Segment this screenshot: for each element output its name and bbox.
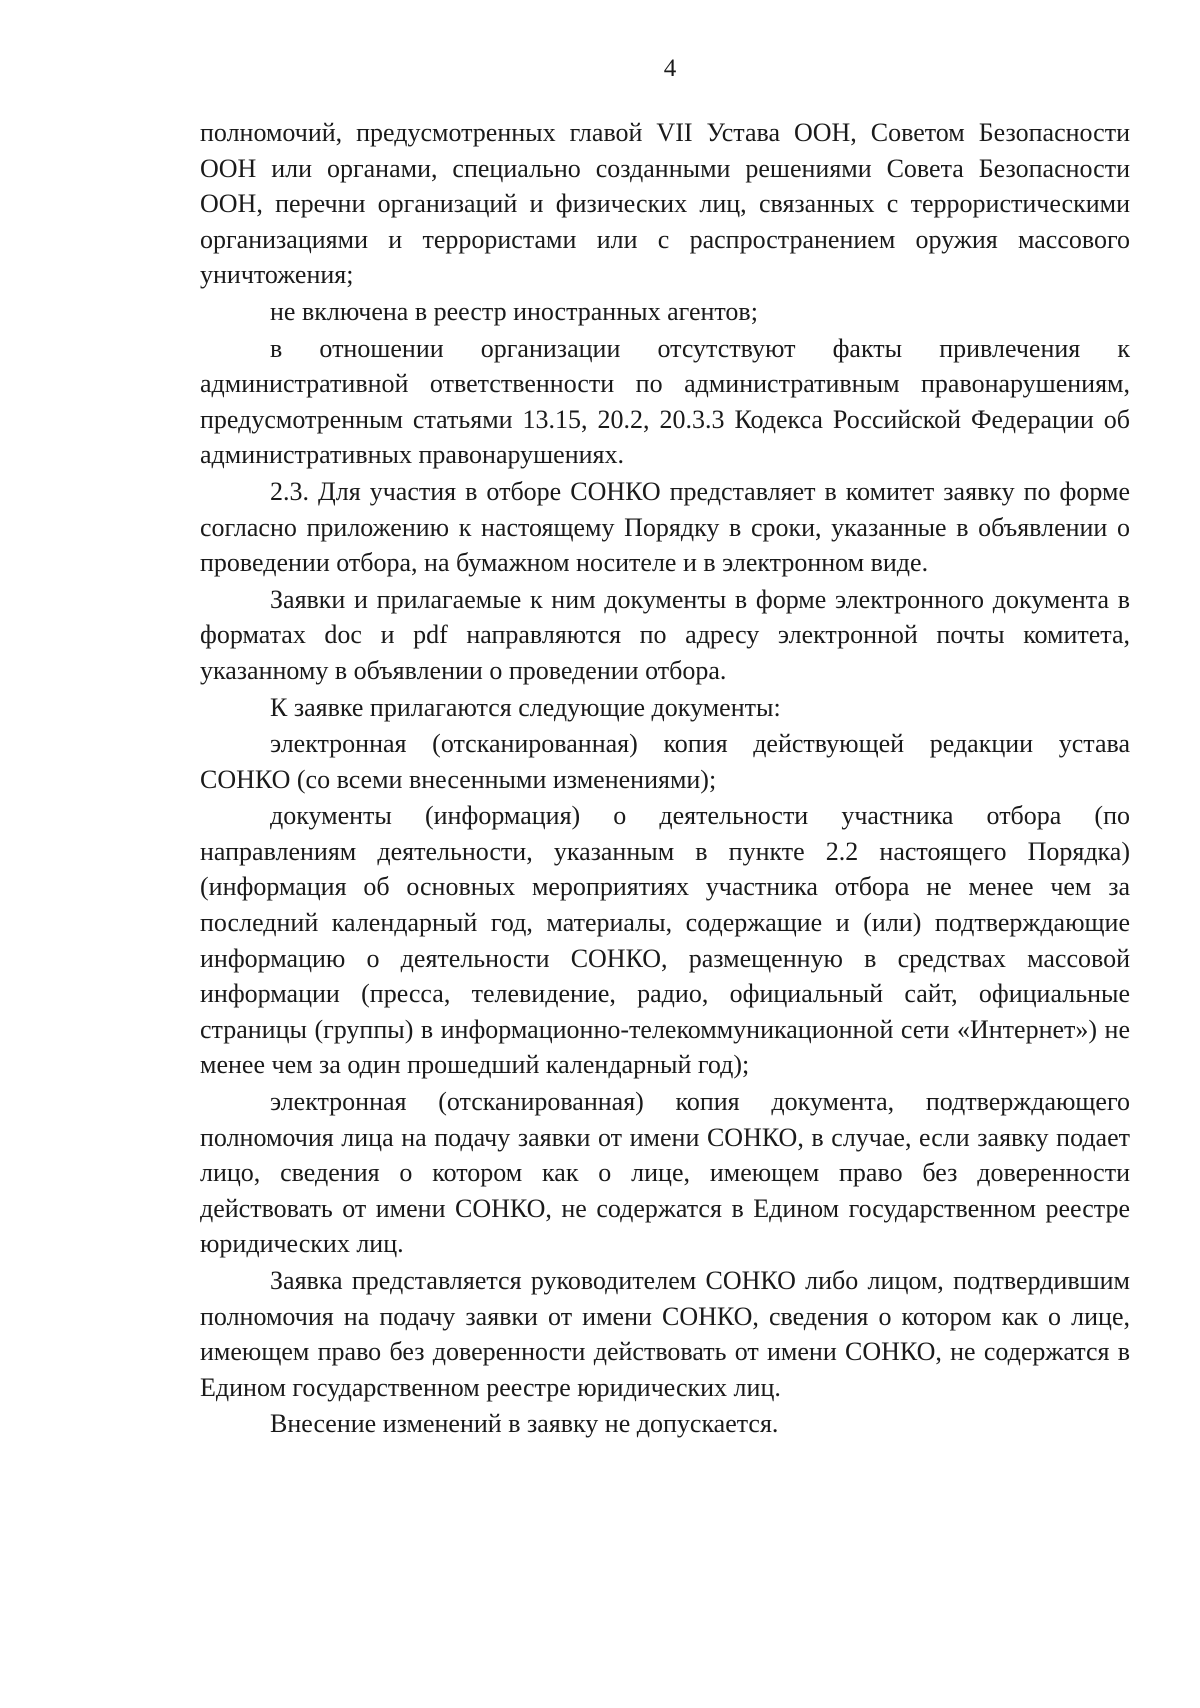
paragraph-authority-document: электронная (отсканированная) копия документа, подтверждающего полномочия лица на подачу заявки от имени СОНКО, в случае, если заявку подает лицо, сведения о котором как о лице, имеющем право без доверенности действовать от имени СОНКО, не содержатся в Едином государственном реестре юридических лиц. [200, 1087, 1130, 1259]
paragraph-administrative-liability: в отношении организации отсутствуют факты привлечения к административной ответственности по административным правонарушениям, предусмотренным статьями 13.15, 20.2, 20.3.3 Кодекса Российской Федерации об административных правонарушениях. [200, 333, 1130, 470]
paragraph-activity-documents: документы (информация) о деятельности участника отбора (по направлениям деятельности, указанным в пункте 2.2 настоящего Порядка) (информация об основных мероприятиях участника отбора не менее чем за последний календарный год, материалы, содержащие и (или) подтверждающие информацию о деятельности СОНКО, размещенную в средствах массовой информации (пресса, телевидение, радио, официальный сайт, официальные страницы (группы) в информационно-телекоммуникационной сети «Интернет») не менее чем за один прошедший календарный год); [200, 801, 1130, 1080]
document-body [200, 115, 1130, 1443]
page-number: 4 [663, 55, 677, 82]
paragraph-no-changes-allowed: Внесение изменений в заявку не допускается. [270, 1409, 779, 1439]
paragraph-charter-copy: электронная (отсканированная) копия действующей редакции устава СОНКО (со всеми внесенными изменениями); [200, 729, 1130, 794]
paragraph-foreign-agents-registry: не включена в реестр иностранных агентов; [270, 296, 758, 326]
paragraph-attached-documents-intro: К заявке прилагаются следующие документы: [270, 692, 781, 722]
paragraph-electronic-submission: Заявки и прилагаемые к ним документы в форме электронного документа в форматах doc и pdf направляются по адресу электронной почты комитета, указанному в объявлении о проведении отбора. [200, 584, 1130, 685]
paragraph-2-3-application: 2.3. Для участия в отборе СОНКО представляет в комитет заявку по форме согласно приложению к настоящему Порядку в сроки, указанные в объявлении о проведении отбора, на бумажном носителе и в электронном виде. [200, 476, 1130, 578]
paragraph-continuation-sanctions-lists: полномочий, предусмотренных главой VII Устава ООН, Советом Безопасности ООН или органами, специально созданными решениями Совета Безопасности ООН, перечни организаций и физических лиц, связанных с террористическими организациями и террористами или с распространением оружия массового уничтожения; [200, 118, 1130, 290]
paragraph-application-submitter: Заявка представляется руководителем СОНКО либо лицом, подтвердившим полномочия на подачу заявки от имени СОНКО, сведения о котором как о лице, имеющем право без доверенности действовать от имени СОНКО, не содержатся в Едином государственном реестре юридических лиц. [200, 1266, 1130, 1402]
